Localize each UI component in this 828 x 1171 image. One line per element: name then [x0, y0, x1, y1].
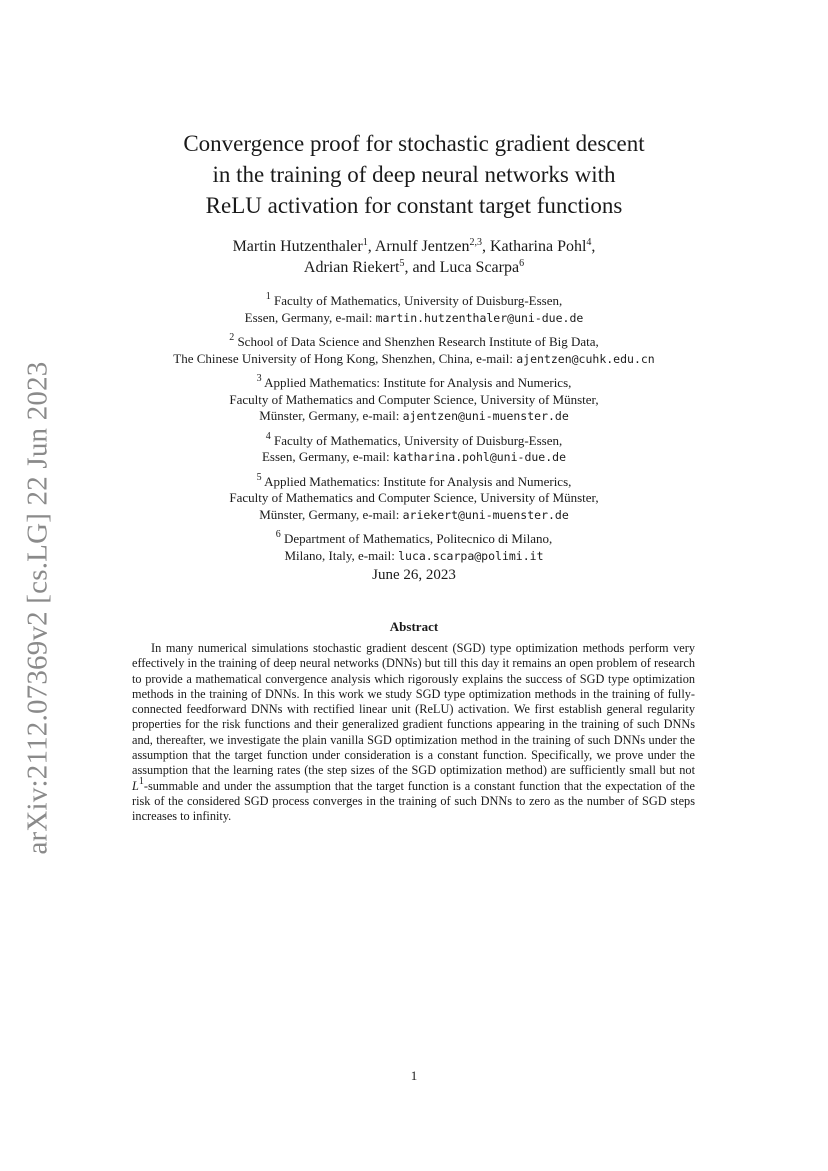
affiliation-3: $^3$ Applied Mathematics: Institute for Analysis and Numerics, Faculty of Mathematics and Computer Science, University of Münster, Münster, Germany, e-mail: ajentzen@uni-muenster.de	[229, 373, 599, 423]
affiliation-number: 4	[265, 430, 271, 442]
publication-date: June 26, 2023	[372, 567, 456, 583]
author-list	[0, 236, 828, 278]
email-link[interactable]: ajentzen@cuhk.edu.cn	[516, 351, 655, 366]
affiliation-number: 6	[275, 529, 281, 540]
math-variable: L	[132, 778, 139, 793]
author-affil-mark: 5	[399, 258, 405, 269]
abstract-body	[132, 641, 695, 825]
abstract-text: In many numerical simulations stochastic gradient descent (SGD) type optimization methods perform very effectively in the training of deep neural networks (DNNs) but till this day it remains an open problem of research to provide a mathematical convergence analysis which rigorously explains the success of SGD type optimization methods in the training of DNNs. In this work we study SGD type optimization methods in the training of fully-connected feedforward DNNs with rectified linear unit (ReLU) activation. We first establish general regularity properties for the risk functions and their generalized gradient functions appearing in the training of such DNNs and, thereafter, we investigate the plain vanilla SGD optimization method in the training of such DNNs under the assumption that the target function under consideration is a constant function. Specifically, we prove under the assumption that the learning rates (the step sizes of the SGD optimization method) are sufficiently small but not	[132, 641, 695, 778]
affiliation-number: 3	[256, 373, 262, 384]
email-link[interactable]: katharina.pohl@uni-due.de	[392, 450, 566, 464]
email-link[interactable]: ariekert@uni-muenster.de	[402, 507, 569, 522]
affiliation-list	[0, 293, 828, 572]
email-link[interactable]: martin.hutzenthaler@uni-due.de	[375, 310, 584, 325]
affiliation-number: 1	[265, 291, 271, 302]
title-line: in the training of deep neural networks with	[212, 162, 616, 187]
author-line	[0, 236, 828, 257]
author-name: Arnulf Jentzen	[374, 238, 470, 255]
math-superscript: 1	[138, 775, 144, 787]
page-number: 1	[410, 1068, 418, 1083]
author-separator: ,	[591, 238, 596, 255]
author-name: Luca Scarpa	[439, 259, 520, 276]
author-line	[0, 257, 828, 278]
author-name: Adrian Riekert	[303, 259, 400, 276]
author-name: Martin Hutzenthaler	[232, 238, 363, 255]
affiliation-4: $^4$ Faculty of Mathematics, University of Duisburg-Essen, Essen, Germany, e-mail: katharina.pohl@uni-due.de	[261, 430, 566, 464]
email-link[interactable]: luca.scarpa@polimi.it	[398, 548, 544, 563]
paper-title	[0, 128, 828, 221]
affiliation-6: $^6$ Department of Mathematics, Politecnico di Milano, Milano, Italy, e-mail: luca.scarpa@polimi.it	[275, 529, 553, 563]
title-line: Convergence proof for stochastic gradient descent	[183, 131, 645, 156]
author-affil-mark: 6	[519, 258, 525, 269]
title-line: ReLU activation for constant target functions	[205, 193, 623, 218]
abstract-text: -summable and under the assumption that the target function is a constant function that the expectation of the risk of the considered SGD process converges in the training of such DNNs to zero as the number of SGD steps increases to infinity.	[132, 778, 695, 824]
author-affil-mark: 4	[586, 237, 592, 248]
affiliation-number: 5	[256, 471, 262, 483]
affiliation-5: $^5$ Applied Mathematics: Institute for Analysis and Numerics, Faculty of Mathematics and Computer Science, University of Münster, Münster, Germany, e-mail: ariekert@uni-muenster.de	[229, 471, 599, 522]
affiliation-1: $^1$ Faculty of Mathematics, University of Duisburg-Essen, Essen, Germany, e-mail: martin.hutzenthaler@uni-due.de	[244, 291, 584, 325]
abstract-heading: Abstract	[389, 619, 439, 634]
author-separator: ,	[482, 238, 490, 255]
author-affil-mark: 1	[362, 237, 368, 248]
affiliation-number: 2	[229, 332, 235, 343]
arxiv-identifier: arXiv:2112.07369v2 [cs.LG] 22 Jun 2023	[21, 361, 54, 855]
author-separator: , and	[404, 259, 440, 276]
author-name: Katharina Pohl	[490, 238, 587, 255]
affiliation-2: $^2$ School of Data Science and Shenzhen Research Institute of Big Data, The Chinese University of Hong Kong, Shenzhen, China, e-mail: ajentzen@cuhk.edu.cn	[173, 332, 655, 366]
email-link[interactable]: ajentzen@uni-muenster.de	[402, 409, 569, 423]
author-separator: ,	[367, 238, 375, 255]
author-affil-mark: 2,3	[469, 237, 482, 248]
